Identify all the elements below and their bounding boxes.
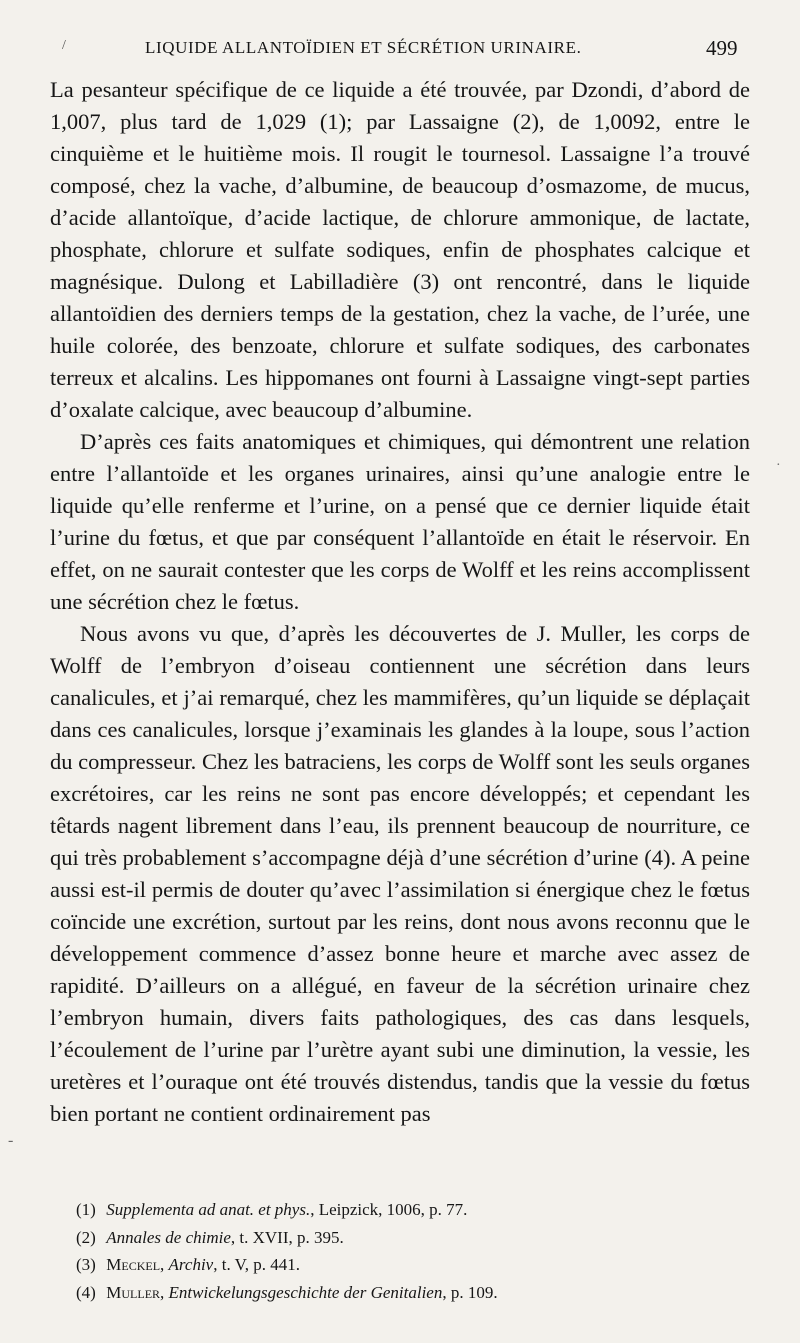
paragraph-1: La pesanteur spécifique de ce liquide a été trouvée, par Dzondi, d’abord de 1,007, plus tard de 1,029 (1); par Lassaigne (2), de 1,0092, entre le cinquième et le huitième mois. Il rougit le tournesol. Lassaigne l’a trouvé composé, chez la vache, d’albumine, de beaucoup d’osmazome, de mucus, d’acide allantoïque, d’acide lactique, de chlorure ammonique, de lactate, phosphate, chlorure et sulfate sodiques, enfin de phosphates calcique et magnésique. Dulong et Labilladière (3) ont rencontré, dans le liquide allantoïdien des derniers temps de la gestation, chez la vache, de l’urée, une huile colorée, des benzoate, chlorure et sulfate sodiques, des carbonates terreux et alcalins. Les hippomanes ont fourni à Lassaigne vingt-sept parties d’oxalate calcique, avec beaucoup d’albumine. <box>50 77 750 422</box>
footnote-reference: Annales de chimie <box>106 1227 231 1247</box>
footnote-author: Muller, <box>106 1282 169 1302</box>
footnote-2 <box>76 1224 756 1252</box>
footnote-3 <box>76 1251 756 1279</box>
paragraph-3: Nous avons vu que, d’après les découvertes de J. Muller, les corps de Wolff de l’embryon d’oiseau contiennent une sécrétion dans leurs canalicules, et j’ai remarqué, chez les mammifères, qu’un liquide se déplaçait dans ces canalicules, lorsque j’examinais les glandes à la loupe, sous l’action du compresseur. Chez les batraciens, les corps de Wolff sont les seuls organes excrétoires, car les reins ne sont pas encore développés; et cependant les têtards nagent librement dans l’eau, ils prennent beaucoup de nourriture, ce qui très probablement s’accompagne déjà d’une sécrétion d’urine (4). A peine aussi est-il permis de douter qu’avec l’assimilation si énergique chez le fœtus coïncide une excrétion, surtout par les reins, dont nous avons reconnu que le développement commence d’assez bonne heure et marche avec assez de rapidité. D’ailleurs on a allégué, en faveur de la sécrétion urinaire chez l’embryon humain, divers faits pathologiques, des cas dans lesquels, l’écoulement de l’urine par l’urètre ayant subi une diminution, la vessie, les uretères et l’ouraque ont été trouvés distendus, tandis que la vessie du fœtus bien portant ne contient ordinairement pas <box>50 621 750 1126</box>
footnote-number: (1) <box>76 1200 96 1219</box>
footnote-4 <box>76 1279 756 1307</box>
margin-dot: · <box>776 458 781 473</box>
footnote-number: (2) <box>76 1227 96 1247</box>
footnote-number: (3) <box>76 1255 96 1274</box>
footnote-reference: Entwickelungsgeschichte der Genitalien <box>168 1282 443 1302</box>
body-text <box>50 74 750 1130</box>
paragraph-2: D’après ces faits anatomiques et chimiques, qui démontrent une relation entre l’allantoïde et les organes urinaires, ainsi qu’une analogie entre le liquide qu’elle renferme et l’urine, on a pensé que ce dernier liquide était l’urine du fœtus, et que par conséquent l’allantoïde en était le réservoir. En effet, on ne saurait contester que les corps de Wolff et les reins accomplissent une sécrétion chez le fœtus. <box>50 429 750 614</box>
footnote-reference: Archiv <box>168 1255 214 1274</box>
footnote-number: (4) <box>76 1282 96 1302</box>
running-title: LIQUIDE ALLANTOÏDIEN ET SÉCRÉTION URINAIRE. <box>145 38 582 57</box>
footnote-reference: Supplementa ad anat. et phys. <box>106 1200 311 1219</box>
margin-mark: / <box>62 38 66 53</box>
footnote-author: Meckel, <box>106 1255 169 1274</box>
footnote-1 <box>76 1196 756 1224</box>
footnotes <box>76 1196 756 1306</box>
footnote-details: , p. 109. <box>442 1282 498 1302</box>
footnote-details: , t. XVII, p. 395. <box>230 1227 344 1247</box>
margin-dash: - <box>8 1132 14 1149</box>
page-number: 499 <box>706 36 738 60</box>
page-header <box>0 36 800 64</box>
footnote-details: , t. V, p. 441. <box>213 1255 300 1274</box>
footnote-details: , Leipzick, 1006, p. 77. <box>310 1200 468 1219</box>
